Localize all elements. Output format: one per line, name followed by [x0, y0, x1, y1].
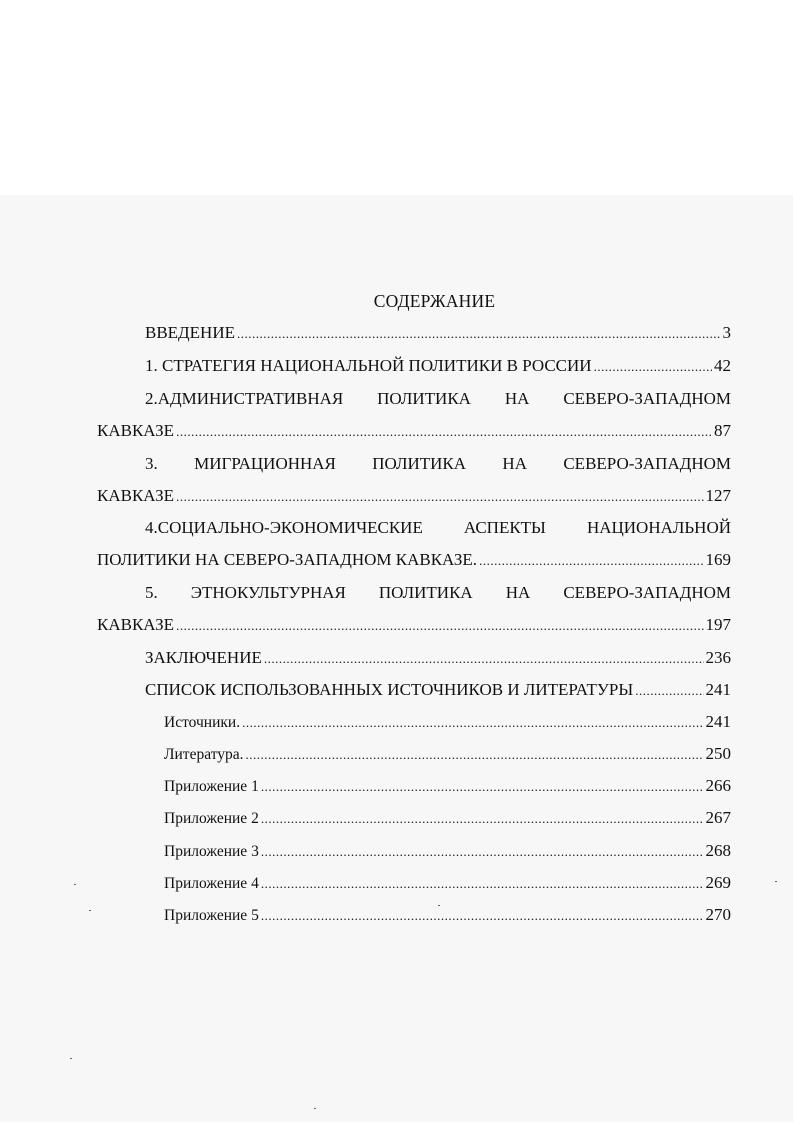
toc-entry-conclusion[interactable] [145, 648, 731, 668]
toc-entry-chapter-2-line-1[interactable]: 2.АДМИНИСТРАТИВНАЯ ПОЛИТИКА НА СЕВЕРО-ЗАПАДНОМ [145, 389, 731, 408]
toc-entry-page: 250 [705, 744, 731, 763]
toc-entry-page: 268 [705, 841, 731, 860]
toc-entry-page: 197 [705, 615, 731, 634]
toc-entry-label: ПОЛИТИКИ НА СЕВЕРО-ЗАПАДНОМ КАВКАЗЕ. [97, 550, 478, 569]
toc-entry-page: 269 [705, 873, 731, 892]
toc-subentry-appendix-4[interactable] [164, 873, 731, 893]
toc-entry-page: 270 [705, 905, 731, 924]
leader-dots [246, 747, 704, 763]
scan-speck [775, 881, 777, 882]
leader-dots [237, 326, 721, 342]
toc-entry-sources-list[interactable] [145, 680, 731, 700]
toc-entry-label: Приложение 3 [164, 843, 259, 860]
toc-entry-page: 42 [714, 356, 731, 375]
leader-dots [264, 651, 704, 667]
leader-dots [479, 553, 703, 569]
leader-dots [261, 844, 704, 860]
toc-entry-label: Приложение 5 [164, 907, 259, 924]
toc-entry-page: 3 [722, 323, 731, 342]
leader-dots [261, 811, 704, 827]
toc-entry-chapter-5[interactable] [97, 615, 731, 635]
scan-speck [314, 1108, 316, 1109]
toc-entry-label: Приложение 1 [164, 778, 259, 795]
toc-entry-page: 87 [714, 421, 731, 440]
toc-entry-page: 267 [705, 808, 731, 827]
toc-entry-label: 1. СТРАТЕГИЯ НАЦИОНАЛЬНОЙ ПОЛИТИКИ В РОССИИ [145, 356, 592, 375]
toc-subentry-appendix-1[interactable] [164, 776, 731, 796]
toc-entry-chapter-2[interactable] [97, 421, 731, 441]
toc-entry-chapter-3[interactable] [97, 486, 731, 506]
leader-dots [261, 876, 704, 892]
toc-subentry-appendix-2[interactable] [164, 808, 731, 828]
leader-dots [242, 715, 703, 731]
leader-dots [635, 683, 703, 699]
toc-subentry-sources[interactable] [164, 712, 731, 732]
leader-dots [594, 359, 712, 375]
leader-dots [176, 424, 712, 440]
toc-entry-page: 266 [705, 776, 731, 795]
toc-entry-label: Источники. [164, 714, 241, 731]
toc-entry-label: КАВКАЗЕ [97, 486, 175, 505]
toc-entry-chapter-1[interactable] [145, 356, 731, 376]
toc-entry-page: 127 [705, 486, 731, 505]
leader-dots [176, 618, 703, 634]
toc-entry-page: 236 [705, 648, 731, 667]
toc-entry-chapter-3-line-1[interactable]: 3. МИГРАЦИОННАЯ ПОЛИТИКА НА СЕВЕРО-ЗАПАДНОМ [145, 454, 731, 473]
toc-entry-chapter-4[interactable] [97, 550, 731, 570]
toc-entry-label: СПИСОК ИСПОЛЬЗОВАННЫХ ИСТОЧНИКОВ И ЛИТЕРАТУРЫ [145, 680, 634, 699]
leader-dots [261, 908, 704, 924]
scan-speck [438, 905, 440, 906]
toc-entry-label: ВВЕДЕНИЕ [145, 323, 235, 342]
scan-speck [70, 1058, 72, 1059]
toc-entry-page: 169 [705, 550, 731, 569]
toc-entry-chapter-5-line-1[interactable]: 5. ЭТНОКУЛЬТУРНАЯ ПОЛИТИКА НА СЕВЕРО-ЗАПАДНОМ [145, 583, 731, 602]
toc-entry-page: 241 [705, 712, 731, 731]
toc-entry-label: КАВКАЗЕ [97, 615, 175, 634]
toc-subentry-appendix-5[interactable] [164, 905, 731, 925]
toc-subentry-literature[interactable] [164, 744, 731, 764]
toc-entry-label: Литература. [164, 746, 244, 763]
toc-entry-intro[interactable] [145, 323, 731, 343]
leader-dots [176, 489, 703, 505]
toc-subentry-appendix-3[interactable] [164, 841, 731, 861]
toc-entry-label: КАВКАЗЕ [97, 421, 175, 440]
scan-speck [89, 910, 91, 911]
toc-entry-chapter-4-line-1[interactable]: 4.СОЦИАЛЬНО-ЭКОНОМИЧЕСКИЕ АСПЕКТЫ НАЦИОНАЛЬНОЙ [145, 518, 731, 537]
toc-entry-label: Приложение 2 [164, 810, 259, 827]
toc-title: СОДЕРЖАНИЕ [373, 291, 496, 311]
toc-entry-label: ЗАКЛЮЧЕНИЕ [145, 648, 262, 667]
toc-entry-label: Приложение 4 [164, 875, 259, 892]
scan-speck [74, 884, 76, 885]
toc-entry-page: 241 [705, 680, 731, 699]
leader-dots [261, 779, 704, 795]
